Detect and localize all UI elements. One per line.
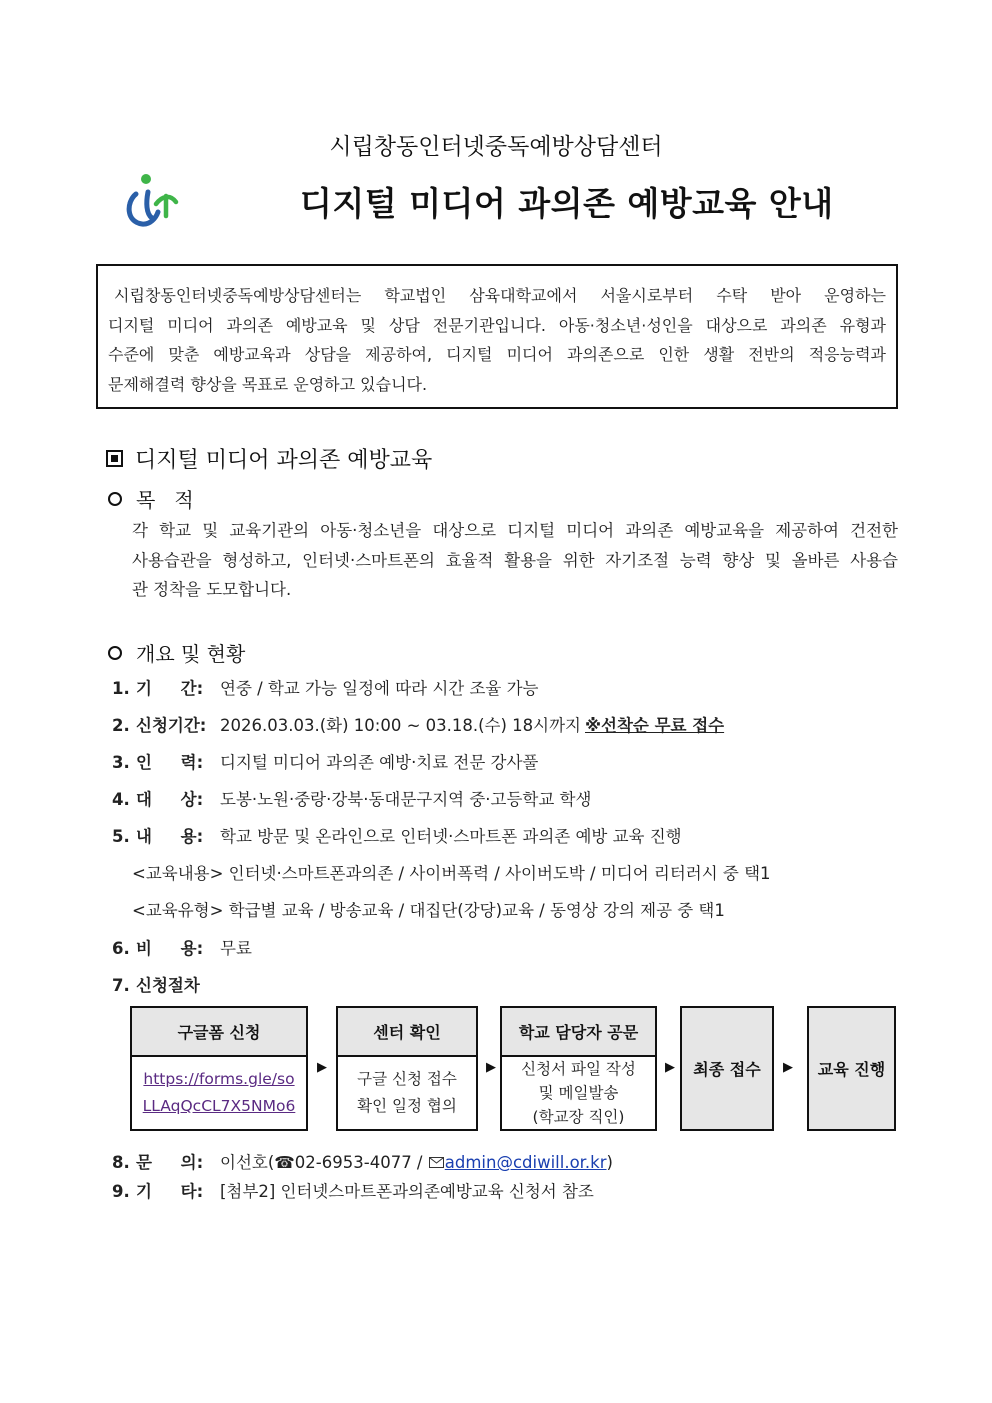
overview-item-period bbox=[112, 675, 538, 699]
intro-box bbox=[96, 264, 898, 409]
overview-title: 개요 및 현황 bbox=[136, 642, 246, 666]
overview-item-procedure bbox=[112, 972, 200, 996]
overview-item-etc bbox=[112, 1178, 594, 1202]
item-value: 디지털 미디어 과의존 예방·치료 전문 강사풀 bbox=[220, 753, 539, 772]
step-body bbox=[338, 1057, 476, 1129]
item-number: 5. bbox=[112, 827, 130, 846]
purpose-heading bbox=[108, 484, 194, 513]
google-form-link[interactable]: LLAqQcCL7X5NMo6 bbox=[142, 1097, 296, 1115]
overview-item-apply-period bbox=[112, 712, 724, 736]
step-body-line: 및 메일발송 bbox=[538, 1084, 619, 1102]
item-label: 문 의: bbox=[136, 1153, 204, 1172]
content-detail: <교육내용> 인터넷·스마트폰과의존 / 사이버폭력 / 사이버도박 / 미디어 리터러시 중 택1 bbox=[132, 864, 771, 883]
arrow-right-icon: ▶ bbox=[486, 1060, 496, 1075]
item-value: 학교 방문 및 온라인으로 인터넷·스마트폰 과의존 예방 교육 진행 bbox=[220, 827, 682, 846]
purpose-line: 각 학교 및 교육기관의 아동·청소년을 대상으로 디지털 미디어 과의존 예방교육을 제공하여 건전한 bbox=[132, 521, 898, 540]
intro-line: 시립창동인터넷중독예방상담센터는 학교법인 삼육대학교에서 서울시로부터 수탁 받아 운영하는 bbox=[114, 286, 886, 305]
purpose-text bbox=[132, 516, 898, 605]
google-form-link[interactable]: https://forms.gle/so bbox=[143, 1070, 295, 1088]
overview-heading bbox=[108, 638, 245, 667]
overview-item-staff bbox=[112, 749, 538, 773]
item-number: 7. bbox=[112, 976, 130, 995]
email-link[interactable]: admin@cdiwill.or.kr bbox=[444, 1153, 607, 1172]
step-head: 구글폼 신청 bbox=[132, 1008, 306, 1057]
step-google-form bbox=[130, 1006, 308, 1131]
square-bullet-icon bbox=[106, 450, 123, 467]
overview-item-content bbox=[112, 823, 682, 847]
page-title: 디지털 미디어 과의존 예방교육 안내 bbox=[300, 184, 834, 223]
item-label: 신청절차 bbox=[136, 976, 200, 995]
item-number: 3. bbox=[112, 753, 130, 772]
item-number: 8. bbox=[112, 1153, 130, 1172]
content-detail: <교육유형> 학급별 교육 / 방송교육 / 대집단(강당)교육 / 동영상 강의 제공 중 택1 bbox=[132, 901, 725, 920]
item-value: 연중 / 학교 가능 일정에 따라 시간 조율 가능 bbox=[220, 679, 539, 698]
step-final-receipt: 최종 접수 bbox=[680, 1006, 774, 1131]
contact-phone: 이선호(☎02-6953-4077 / bbox=[220, 1153, 428, 1172]
item-value: ) bbox=[606, 1153, 613, 1172]
section-title: 디지털 미디어 과의존 예방교육 bbox=[135, 448, 433, 473]
intro-line: 디지털 미디어 과의존 예방교육 및 상담 전문기관입니다. 아동·청소년·성인을 대상으로 과의존 유형과 bbox=[108, 315, 886, 335]
step-center-check bbox=[336, 1006, 478, 1131]
item-number: 9. bbox=[112, 1182, 130, 1201]
purpose-title: 목 적 bbox=[136, 488, 194, 512]
arrow-right-icon: ▶ bbox=[783, 1060, 793, 1075]
item-label: 기 타: bbox=[136, 1182, 204, 1201]
item-value: [첨부2] 인터넷스마트폰과의존예방교육 신청서 참조 bbox=[220, 1182, 594, 1201]
item-value: 무료 bbox=[220, 939, 252, 958]
item-label: 내 용: bbox=[136, 827, 204, 846]
intro-line: 문제해결력 향상을 목표로 운영하고 있습니다. bbox=[108, 374, 428, 394]
overview-item-contact bbox=[112, 1149, 613, 1173]
circle-bullet-icon bbox=[108, 646, 122, 660]
item-label: 인 력: bbox=[136, 753, 204, 772]
arrow-right-icon: ▶ bbox=[665, 1060, 675, 1075]
purpose-line: 관 정착을 도모합니다. bbox=[132, 580, 292, 599]
step-body bbox=[132, 1057, 306, 1129]
purpose-line: 사용습관을 형성하고, 인터넷·스마트폰의 효율적 활용을 위한 자기조절 능력 향상 및 올바른 사용습 bbox=[132, 550, 898, 570]
circle-bullet-icon bbox=[108, 492, 122, 506]
step-head: 학교 담당자 공문 bbox=[502, 1008, 655, 1057]
free-note: ※선착순 무료 접수 bbox=[585, 716, 725, 735]
step-education: 교육 진행 bbox=[807, 1006, 896, 1131]
person-logo-icon bbox=[122, 172, 182, 228]
item-number: 1. bbox=[112, 679, 130, 698]
item-label: 대 상: bbox=[136, 790, 204, 809]
item-value: 도봉·노원·중랑·강북·동대문구지역 중·고등학교 학생 bbox=[220, 790, 592, 809]
org-name: 시립창동인터넷중독예방상담센터 bbox=[329, 134, 663, 160]
step-school-document bbox=[500, 1006, 657, 1131]
mail-icon bbox=[429, 1157, 444, 1168]
step-body bbox=[502, 1057, 655, 1129]
step-body-line: 신청서 파일 작성 bbox=[521, 1060, 636, 1078]
arrow-right-icon: ▶ bbox=[317, 1060, 327, 1075]
overview-item-target bbox=[112, 786, 591, 810]
step-head: 센터 확인 bbox=[338, 1008, 476, 1057]
step-body-line: (학교장 직인) bbox=[532, 1108, 625, 1126]
item-label: 비 용: bbox=[136, 939, 204, 958]
item-value: 2026.03.03.(화) 10:00 ~ 03.18.(수) 18시까지 bbox=[220, 716, 581, 735]
overview-item-cost bbox=[112, 935, 252, 959]
item-number: 4. bbox=[112, 790, 130, 809]
section-heading bbox=[106, 443, 432, 474]
item-number: 6. bbox=[112, 939, 130, 958]
intro-line: 수준에 맞춘 예방교육과 상담을 제공하여, 디지털 미디어 과의존으로 인한 생활 전반의 적응능력과 bbox=[108, 345, 886, 364]
item-label: 기 간: bbox=[136, 679, 204, 698]
step-body-line: 확인 일정 협의 bbox=[357, 1097, 457, 1115]
step-body-line: 구글 신청 접수 bbox=[357, 1070, 457, 1088]
item-label: 신청기간: bbox=[136, 716, 207, 735]
item-number: 2. bbox=[112, 716, 130, 735]
